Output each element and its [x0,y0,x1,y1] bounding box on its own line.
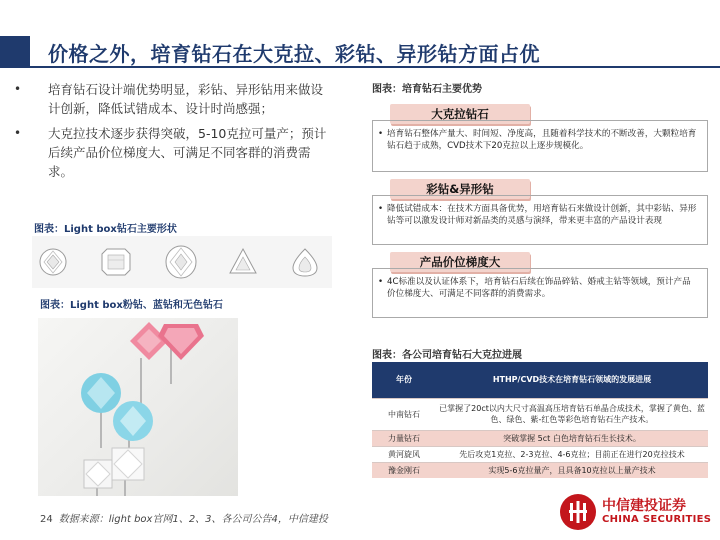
section-text: 培育钻石整体产量大、时间短、净度高，且随着科学技术的不断改善，大颗粒培育钻石趋于成熟，CVD技术下20克拉以上逐步规模化。 [387,129,697,152]
table-header-row [372,362,708,398]
table-cell-company: 豫金刚石 [372,462,436,478]
page-title: 价格之外，培育钻石在大克拉、彩钻、异形钻方面占优 [48,42,540,66]
bullet-text: 培育钻石设计端优势明显，彩钻、异形钻用来做设计创新，降低试错成本、设计时尚感强； [48,82,324,116]
table-cell-company: 黄河旋风 [372,446,436,462]
advantages-caption: 图表：培育钻石主要优势 [372,84,482,95]
title-bar [0,36,720,66]
pear-diamond-icon [290,246,320,278]
logo-emblem-icon [560,494,596,530]
table-header-year: 年份 [372,362,436,398]
page-number: 24 [40,514,53,525]
colored-diamond-earrings-photo [38,318,238,496]
table-cell-progress: 先后攻克1克拉、2-3克拉、4-6克拉；目前正在进行20克拉技术 [436,446,708,462]
logo-english-name: CHINA SECURITIES [602,514,712,525]
table-row [372,462,708,478]
shapes-caption: 图表：Light box钻石主要形状 [34,224,177,235]
white-diamond-stone [80,456,116,492]
table-cell-company: 中南钻石 [372,398,436,430]
section-heading-fancy-shapes: 彩钻&异形钻 [390,179,530,199]
emerald-cut-diamond-icon [100,246,132,278]
bullet-text: 大克拉技术逐步获得突破，5-10克拉可量产；预计后续产品价位梯度大、可满足不同客群的消费需求。 [48,126,327,179]
progress-table [372,362,708,478]
table-cell-progress: 已掌握了20ct以内大尺寸高温高压培育钻石单晶合成技术，掌握了黄色、蓝色、绿色、紫-红色等彩色培育钻石生产技术。 [436,398,708,430]
pink-diamond-stone [156,322,206,362]
logo-chinese-name: 中信建投证券 [602,498,686,514]
bullet-item: • 培育钻石设计端优势明显，彩钻、异形钻用来做设计创新，降低试错成本、设计时尚感强； [14,82,324,116]
table-cell-progress: 突破掌握 5ct 白色培育钻石生长技术。 [436,430,708,446]
section-box-fancy-shapes: • 降低试错成本：在技术方面具备优势，用培育钻石来做设计创新，其中彩钻、异形钻等可以激发设计师对新品类的灵感与演绎，带来更丰富的产品设计表现 [372,195,708,245]
section-box-large-carat: • 培育钻石整体产量大、时间短、净度高，且随着科学技术的不断改善，大颗粒培育钻石趋于成熟，CVD技术下20克拉以上逐步规模化。 [372,120,708,172]
oval-diamond-icon [164,244,198,280]
table-cell-company: 力量钻石 [372,430,436,446]
photo-caption: 图表：Light box粉钻、蓝钻和无色钻石 [40,300,223,311]
table-caption: 图表：各公司培育钻石大克拉进展 [372,350,522,361]
diamond-shapes-figure [32,236,332,288]
section-heading-large-carat: 大克拉钻石 [390,104,530,124]
section-text: 4C标准以及认证体系下，培育钻石后续在饰品碎钻、婚戒主钻等领域，预计产品价位梯度大、可满足不同客群的消费需求。 [387,277,691,300]
china-securities-logo [560,494,720,534]
section-text: 降低试错成本：在技术方面具备优势，用培育钻石来做设计创新，其中彩钻、异形钻等可以激发设计师对新品类的灵感与演绎，带来更丰富的产品设计表现 [387,204,697,227]
source-text: 数据来源：light box官网1、2、3、各公司公告4，中信建投 [58,514,328,525]
title-divider [0,66,720,68]
trillion-diamond-icon [228,246,258,278]
table-cell-progress: 实现5-6克拉量产，且具备10克拉以上量产技术 [436,462,708,478]
table-row [372,398,708,430]
bullet-list [10,80,330,187]
blue-diamond-stone [110,398,156,444]
bullet-item: • 大克拉技术逐步获得突破，5-10克拉可量产；预计后续产品价位梯度大、可满足不同客群的消费需求。 [14,126,327,179]
section-box-price-tiers: • 4C标准以及认证体系下，培育钻石后续在饰品碎钻、婚戒主钻等领域，预计产品价位梯度大、可满足不同客群的消费需求。 [372,268,708,318]
round-diamond-icon [38,246,68,278]
section-heading-price-tiers: 产品价位梯度大 [390,252,530,272]
table-row [372,446,708,462]
source-note [40,510,328,525]
table-header-progress: HTHP/CVD技术在培育钻石领域的发展进展 [436,362,708,398]
title-accent-block [0,36,30,66]
table-row [372,430,708,446]
